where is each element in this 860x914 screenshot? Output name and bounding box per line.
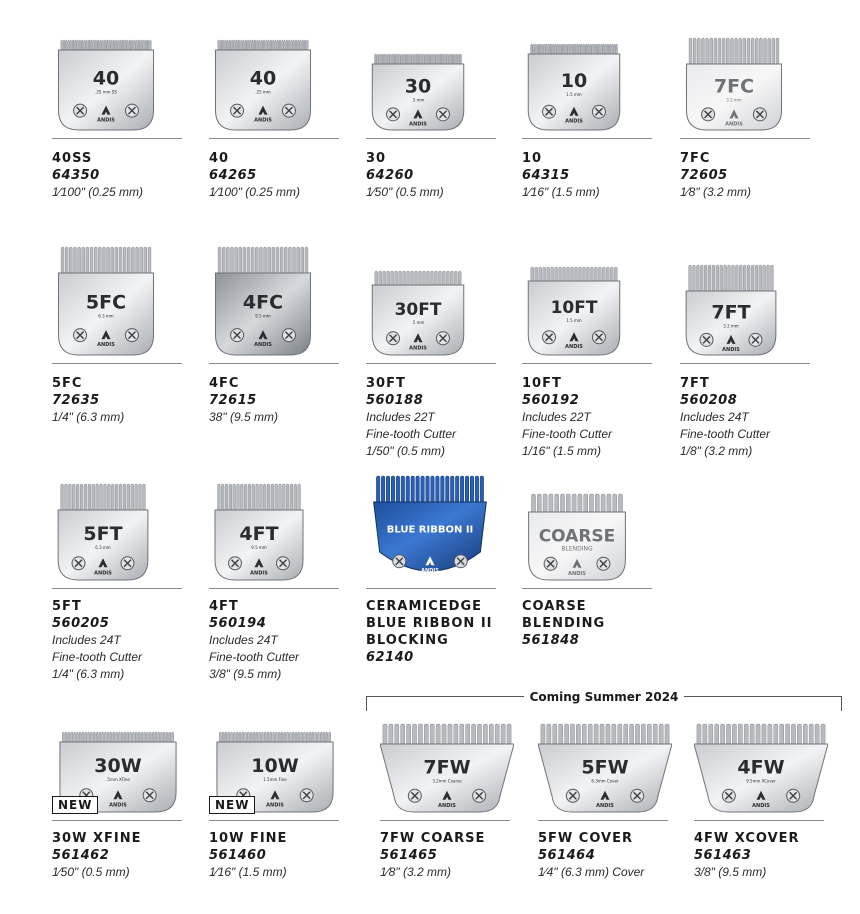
- blade-name: 5FC: [52, 376, 83, 391]
- blade-name: 4FT: [209, 599, 239, 614]
- blade-name: 5FT: [52, 599, 82, 614]
- item-number: 72605: [680, 168, 728, 183]
- blade-image: [680, 36, 788, 132]
- divider-line: [52, 138, 182, 139]
- brand-mark: ANDIS: [409, 121, 427, 128]
- blade-size-label: 6.3 mm: [95, 545, 111, 551]
- blade-description: Includes 22T Fine-tooth Cutter 1/16" (1.5 mm): [522, 410, 613, 458]
- blade-stamp: BLUE RIBBON II: [386, 524, 474, 536]
- blade-image: [694, 722, 828, 814]
- blade-image: [52, 38, 160, 132]
- brand-mark: ANDIS: [97, 342, 115, 349]
- item-number: 560188: [366, 393, 424, 408]
- blade-description: 38" (9.5 mm): [209, 410, 278, 424]
- blade-name: COARSE BLENDING: [522, 599, 606, 631]
- blade-size-label: .25 mm SS: [95, 89, 117, 95]
- blade-size-label: 3.2 mm: [723, 323, 739, 329]
- divider-line: [52, 588, 182, 589]
- item-number: 561460: [209, 848, 267, 863]
- blade-stamp: 5FC: [85, 291, 127, 314]
- blade-description: 1/4" (6.3 mm): [52, 410, 125, 424]
- brand-mark: ANDIS: [421, 568, 439, 575]
- blade-stamp: 4FT: [239, 523, 279, 546]
- blade-description: Includes 24T Fine-tooth Cutter 1/8" (3.2 mm): [680, 410, 771, 458]
- blade-name: 4FW XCOVER: [694, 831, 800, 846]
- blade-stamp: 5FT: [83, 523, 123, 546]
- blade-size-label: 6.3mm Cover: [591, 778, 619, 784]
- blade-size-label: 3.2mm Coarse: [432, 778, 462, 784]
- divider-line: [538, 820, 668, 821]
- brand-mark: ANDIS: [725, 121, 743, 128]
- brand-mark: ANDIS: [250, 570, 268, 577]
- divider-line: [366, 588, 496, 589]
- blade-image: [209, 38, 317, 132]
- item-number: 560208: [680, 393, 738, 408]
- blade-description: 1⁄16" (1.5 mm): [209, 865, 287, 879]
- blade-description: 1⁄50" (0.5 mm): [52, 865, 130, 879]
- divider-line: [680, 138, 810, 139]
- blade-name: 40: [209, 151, 230, 166]
- item-number: 561463: [694, 848, 752, 863]
- item-number: 62140: [366, 650, 414, 665]
- divider-line: [366, 363, 496, 364]
- blade-size-label: .25 mm: [255, 89, 271, 95]
- item-number: 64260: [366, 168, 414, 183]
- blade-size-label: .5 mm: [411, 320, 425, 326]
- item-number: 561462: [52, 848, 110, 863]
- item-number: 72615: [209, 393, 257, 408]
- blade-stamp: 10FT: [550, 297, 598, 318]
- blade-image: [522, 492, 632, 582]
- blade-size-label: BLENDING: [561, 545, 593, 553]
- blade-name: 4FC: [209, 376, 240, 391]
- blade-name: 30W XFINE: [52, 831, 142, 846]
- blade-image: [52, 245, 160, 357]
- blade-name: 10FT: [522, 376, 562, 391]
- blade-size-label: 6.3 mm: [98, 313, 114, 319]
- divider-line: [52, 363, 182, 364]
- blade-size-label: 1.5mm Fine: [263, 777, 287, 783]
- blade-image: [52, 482, 154, 582]
- brand-mark: ANDIS: [565, 118, 583, 125]
- item-number: 561848: [522, 633, 580, 648]
- blade-description: 1⁄100" (0.25 mm): [209, 185, 300, 199]
- brand-mark: ANDIS: [97, 117, 115, 124]
- item-number: 64315: [522, 168, 570, 183]
- brand-mark: ANDIS: [254, 342, 272, 349]
- item-number: 560194: [209, 616, 267, 631]
- blade-size-label: .5 mm: [411, 97, 425, 103]
- brand-mark: ANDIS: [565, 344, 583, 351]
- brand-mark: ANDIS: [254, 117, 272, 124]
- new-badge: NEW: [52, 796, 98, 814]
- blade-size-label: 1.5 mm: [566, 91, 582, 97]
- blade-image: [380, 722, 514, 814]
- blade-stamp: 4FC: [242, 291, 284, 314]
- divider-line: [209, 820, 339, 821]
- blade-stamp: 10: [560, 69, 588, 92]
- brand-mark: ANDIS: [409, 345, 427, 352]
- new-badge: NEW: [209, 796, 255, 814]
- brand-mark: ANDIS: [94, 570, 112, 577]
- brand-mark: ANDIS: [722, 346, 740, 353]
- blade-stamp: 7FT: [711, 301, 751, 324]
- brand-mark: ANDIS: [266, 802, 284, 809]
- blade-image: [209, 482, 309, 582]
- coming-soon-label: Coming Summer 2024: [524, 690, 685, 704]
- item-number: 560205: [52, 616, 110, 631]
- divider-line: [522, 138, 652, 139]
- blade-description: Includes 24T Fine-tooth Cutter 3/8" (9.5 mm): [209, 633, 300, 681]
- blade-stamp: COARSE: [538, 526, 616, 547]
- brand-mark: ANDIS: [109, 802, 127, 809]
- blade-name: 10: [522, 151, 543, 166]
- blade-image: [522, 42, 626, 132]
- blade-stamp: 30W: [94, 755, 142, 778]
- blade-stamp: 10W: [251, 755, 299, 778]
- item-number: 64350: [52, 168, 100, 183]
- blade-stamp: 40: [92, 67, 120, 90]
- blade-image: [366, 269, 470, 357]
- blade-description: 1⁄100" (0.25 mm): [52, 185, 143, 199]
- blade-image: [366, 474, 494, 582]
- item-number: 72635: [52, 393, 100, 408]
- blade-stamp: 40: [249, 67, 277, 90]
- brand-mark: ANDIS: [438, 802, 456, 809]
- blade-image: [209, 245, 317, 357]
- blade-description: 1⁄4" (6.3 mm) Cover: [538, 865, 645, 879]
- blade-description: 1⁄8" (3.2 mm): [380, 865, 451, 879]
- blade-name: 30FT: [366, 376, 406, 391]
- blade-description: Includes 22T Fine-tooth Cutter 1/50" (0.5 mm): [366, 410, 457, 458]
- divider-line: [366, 138, 496, 139]
- divider-line: [209, 363, 339, 364]
- divider-line: [380, 820, 510, 821]
- blade-description: 1⁄8" (3.2 mm): [680, 185, 751, 199]
- blade-stamp: 5FW: [581, 756, 629, 779]
- blade-description: Includes 24T Fine-tooth Cutter 1/4" (6.3 mm): [52, 633, 143, 681]
- blade-name: 7FC: [680, 151, 711, 166]
- blade-image: [522, 265, 626, 357]
- divider-line: [694, 820, 824, 821]
- divider-line: [52, 820, 182, 821]
- divider-line: [522, 588, 652, 589]
- blade-stamp: 7FW: [423, 756, 471, 779]
- blade-size-label: 3.2 mm: [726, 97, 742, 103]
- blade-name: 7FW COARSE: [380, 831, 486, 846]
- item-number: 64265: [209, 168, 257, 183]
- item-number: 561465: [380, 848, 438, 863]
- blade-description: 3/8" (9.5 mm): [694, 865, 767, 879]
- blade-description: 1⁄50" (0.5 mm): [366, 185, 444, 199]
- blade-image: [538, 722, 672, 814]
- blade-stamp: 4FW: [737, 756, 785, 779]
- blade-description: 1⁄16" (1.5 mm): [522, 185, 600, 199]
- item-number: 560192: [522, 393, 580, 408]
- divider-line: [209, 138, 339, 139]
- blade-size-label: .5mm XFine: [106, 777, 130, 783]
- blade-size-label: 9.5mm XCover: [746, 778, 776, 784]
- blade-name: CERAMICEDGE BLUE RIBBON II BLOCKING: [366, 599, 493, 648]
- blade-size-label: 1.5 mm: [566, 317, 582, 323]
- coming-summer-bracket: [366, 688, 842, 718]
- blade-stamp: 30FT: [394, 300, 442, 321]
- divider-line: [209, 588, 339, 589]
- divider-line: [680, 363, 810, 364]
- brand-mark: ANDIS: [752, 802, 770, 809]
- brand-mark: ANDIS: [568, 570, 586, 577]
- divider-line: [522, 363, 652, 364]
- blade-size-label: 9.5 mm: [255, 313, 271, 319]
- blade-name: 30: [366, 151, 387, 166]
- blade-stamp: 7FC: [713, 75, 755, 98]
- blade-name: 5FW COVER: [538, 831, 633, 846]
- blade-stamp: 30: [404, 75, 432, 98]
- blade-name: 40SS: [52, 151, 93, 166]
- blade-size-label: 9.5 mm: [251, 545, 267, 551]
- blade-image: [366, 52, 470, 132]
- blade-name: 10W FINE: [209, 831, 288, 846]
- blade-image: [680, 263, 782, 357]
- brand-mark: ANDIS: [596, 802, 614, 809]
- item-number: 561464: [538, 848, 596, 863]
- blade-name: 7FT: [680, 376, 710, 391]
